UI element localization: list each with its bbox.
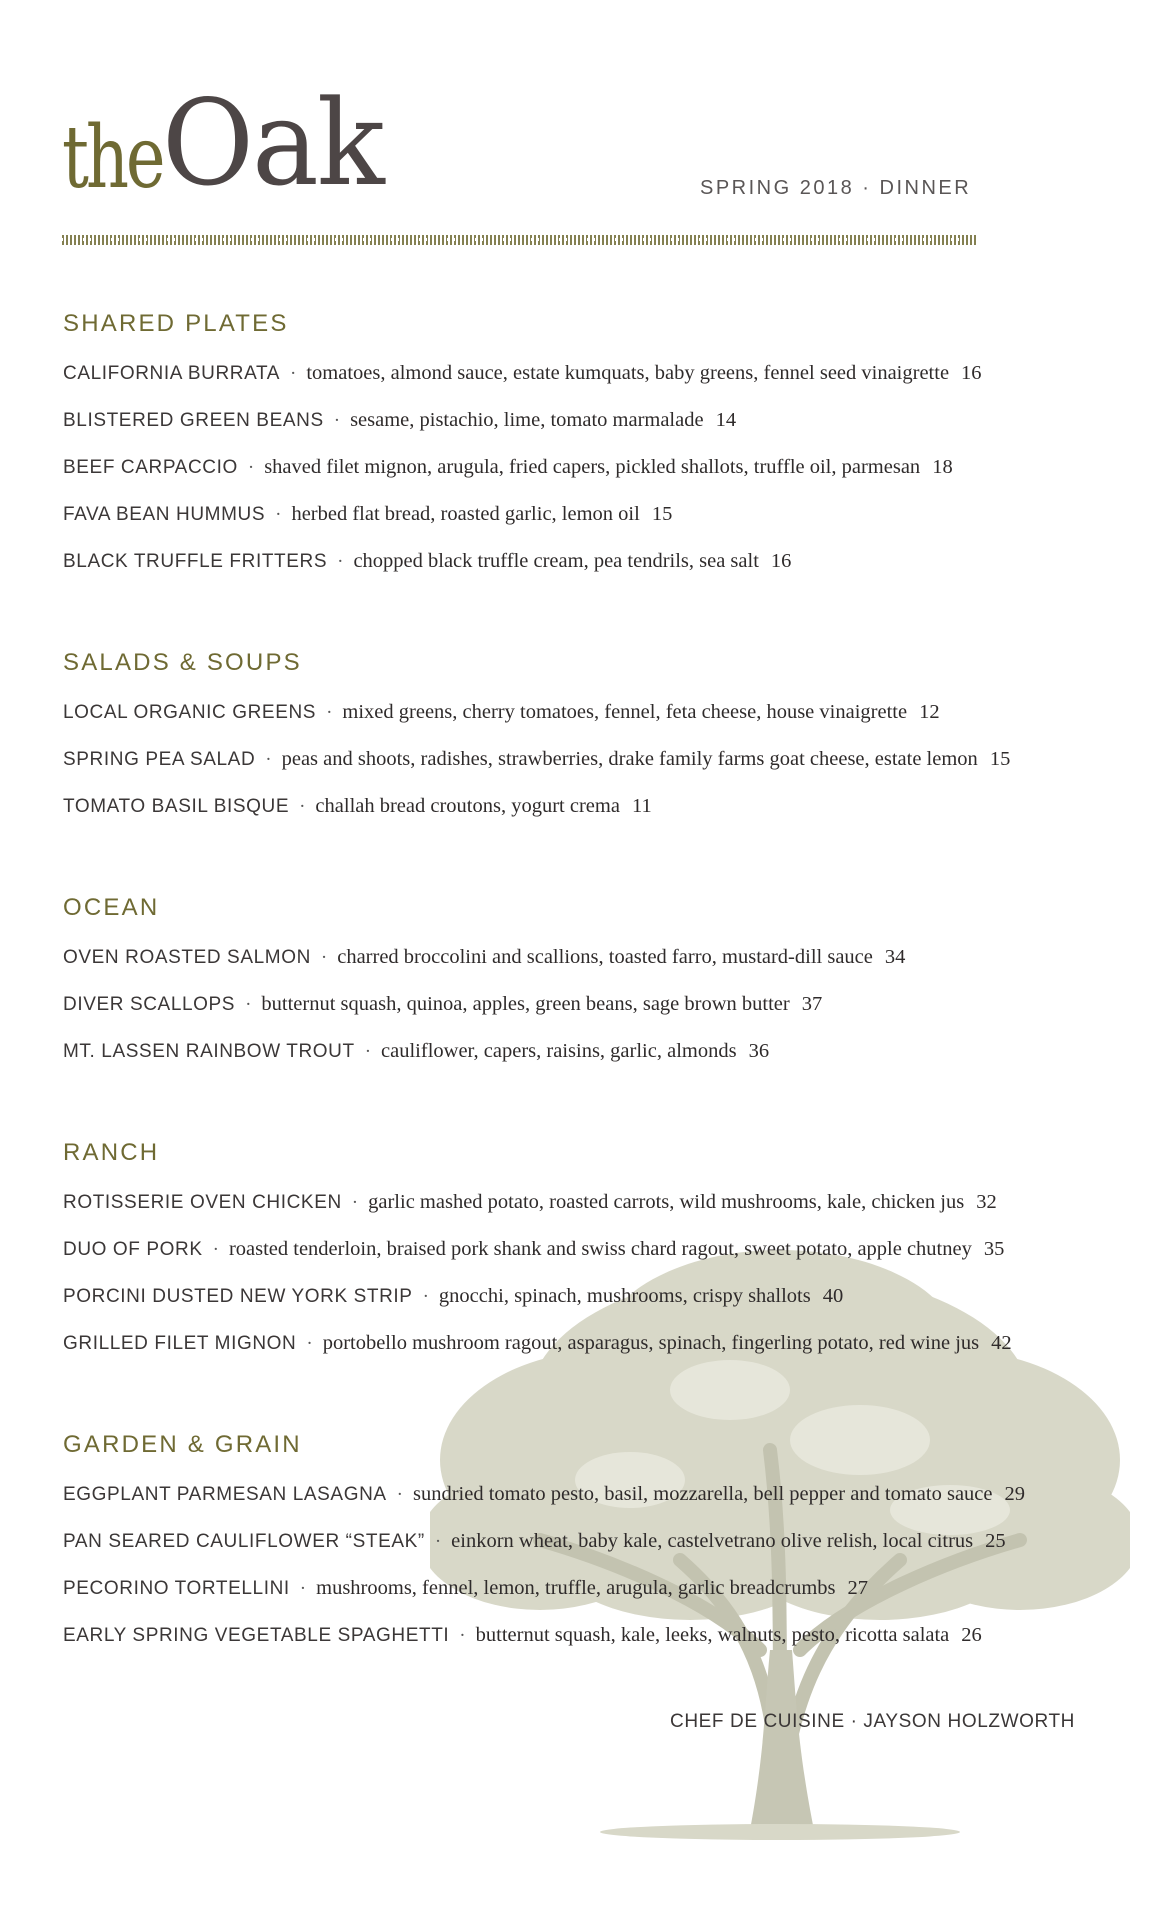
- item-description: butternut squash, kale, leeks, walnuts, pesto, ricotta salata: [475, 1624, 950, 1646]
- item-description: challah bread croutons, yogurt crema: [315, 795, 620, 817]
- section-title: OCEAN: [63, 894, 160, 921]
- item-description: peas and shoots, radishes, strawberries, drake family farms goat cheese, estate lemon: [281, 748, 978, 770]
- item-description: butternut squash, quinoa, apples, green beans, sage brown butter: [261, 993, 790, 1015]
- item-description: cauliflower, capers, raisins, garlic, almonds: [381, 1040, 737, 1062]
- menu-item: [63, 744, 1123, 791]
- menu-season: SPRING 2018 · DINNER: [700, 177, 972, 199]
- item-description: charred broccolini and scallions, toasted farro, mustard-dill sauce: [337, 946, 873, 968]
- item-price: 15: [651, 503, 673, 525]
- separator-dot: ·: [265, 749, 272, 770]
- chef-credit: CHEF DE CUISINE · JAYSON HOLZWORTH: [670, 1711, 1076, 1732]
- item-name: MT. LASSEN RAINBOW TROUT: [63, 1041, 355, 1062]
- menu-item: [63, 1328, 1123, 1375]
- separator-dot: ·: [290, 363, 297, 384]
- section-title: RANCH: [63, 1139, 160, 1166]
- separator-dot: ·: [337, 551, 344, 572]
- separator-dot: ·: [434, 1531, 442, 1552]
- separator-dot: ·: [299, 1578, 307, 1599]
- menu-item: [63, 405, 1123, 452]
- item-name: TOMATO BASIL BISQUE: [63, 796, 290, 817]
- separator-dot: ·: [275, 504, 282, 525]
- menu-item: [63, 1526, 1123, 1573]
- separator-dot: ·: [396, 1484, 403, 1505]
- separator-dot: ·: [306, 1333, 313, 1354]
- item-name: LOCAL ORGANIC GREENS: [63, 702, 317, 723]
- header-divider: [62, 235, 978, 245]
- separator-dot: ·: [351, 1192, 359, 1213]
- menu-section: [63, 647, 1123, 838]
- menu-item: [63, 791, 1123, 838]
- menu-section: [63, 1137, 1123, 1375]
- menu-item: [63, 1187, 1123, 1234]
- item-price: 11: [631, 795, 652, 817]
- menu-item: [63, 1620, 1123, 1667]
- item-name: DUO OF PORK: [63, 1239, 203, 1260]
- item-name: BLISTERED GREEN BEANS: [63, 410, 324, 431]
- menu-item: [63, 1281, 1123, 1328]
- menu-item: [63, 1234, 1123, 1281]
- item-price: 29: [1004, 1483, 1026, 1505]
- logo-the: the: [62, 108, 163, 208]
- item-description: roasted tenderloin, braised pork shank and swiss chard ragout, sweet potato, apple chutney: [228, 1238, 972, 1260]
- item-price: 26: [961, 1624, 982, 1646]
- menu-item: [63, 697, 1123, 744]
- separator-dot: ·: [245, 994, 252, 1015]
- item-price: 32: [976, 1191, 997, 1213]
- item-description: sesame, pistachio, lime, tomato marmalade: [350, 409, 704, 431]
- item-price: 34: [884, 946, 906, 968]
- item-price: 16: [961, 362, 982, 384]
- item-description: einkorn wheat, baby kale, castelvetrano olive relish, local citrus: [451, 1530, 974, 1552]
- item-name: PAN SEARED CAULIFLOWER “STEAK”: [63, 1531, 425, 1552]
- menu-section: [63, 1429, 1123, 1667]
- separator-dot: ·: [247, 457, 255, 478]
- separator-dot: ·: [422, 1286, 429, 1307]
- separator-dot: ·: [326, 702, 333, 723]
- menu-item: [63, 1573, 1123, 1620]
- item-description: mixed greens, cherry tomatoes, fennel, feta cheese, house vinaigrette: [342, 701, 908, 723]
- item-description: shaved filet mignon, arugula, fried capers, pickled shallots, truffle oil, parmesan: [264, 456, 921, 478]
- menu-section: [63, 308, 1123, 593]
- item-price: 35: [983, 1238, 1005, 1260]
- item-description: mushrooms, fennel, lemon, truffle, arugula, garlic breadcrumbs: [316, 1577, 836, 1599]
- section-title: SALADS & SOUPS: [63, 649, 302, 676]
- item-name: PORCINI DUSTED NEW YORK STRIP: [63, 1286, 413, 1307]
- separator-dot: ·: [299, 796, 306, 817]
- item-price: 14: [715, 409, 737, 431]
- item-description: herbed flat bread, roasted garlic, lemon oil: [291, 503, 640, 525]
- menu-item: [63, 942, 1123, 989]
- menu-item: [63, 1036, 1123, 1083]
- separator-dot: ·: [459, 1625, 466, 1646]
- item-name: PECORINO TORTELLINI: [63, 1578, 290, 1599]
- item-price: 12: [919, 701, 940, 723]
- separator-dot: ·: [333, 410, 341, 431]
- menu-sections: [63, 308, 1123, 1721]
- item-name: BEEF CARPACCIO: [63, 457, 238, 478]
- logo-oak: Oak: [162, 74, 383, 212]
- separator-dot: ·: [212, 1239, 219, 1260]
- item-description: portobello mushroom ragout, asparagus, spinach, fingerling potato, red wine jus: [322, 1332, 980, 1354]
- item-description: garlic mashed potato, roasted carrots, wild mushrooms, kale, chicken jus: [368, 1191, 965, 1213]
- item-description: chopped black truffle cream, pea tendrils, sea salt: [353, 550, 759, 572]
- menu-item: [63, 358, 1123, 405]
- item-name: CALIFORNIA BURRATA: [63, 363, 281, 384]
- item-name: SPRING PEA SALAD: [63, 749, 256, 770]
- item-price: 25: [985, 1530, 1006, 1552]
- item-price: 15: [989, 748, 1011, 770]
- menu-item: [63, 1479, 1123, 1526]
- item-price: 42: [991, 1332, 1012, 1354]
- item-price: 36: [748, 1040, 770, 1062]
- item-name: GRILLED FILET MIGNON: [63, 1333, 297, 1354]
- section-title: GARDEN & GRAIN: [63, 1431, 302, 1458]
- section-title: SHARED PLATES: [63, 310, 289, 337]
- item-name: FAVA BEAN HUMMUS: [63, 504, 266, 525]
- menu-item: [63, 499, 1123, 546]
- item-name: OVEN ROASTED SALMON: [63, 947, 311, 968]
- menu-item: [63, 989, 1123, 1036]
- item-name: EARLY SPRING VEGETABLE SPAGHETTI: [63, 1625, 450, 1646]
- item-description: sundried tomato pesto, basil, mozzarella, bell pepper and tomato sauce: [413, 1483, 993, 1505]
- item-name: EGGPLANT PARMESAN LASAGNA: [63, 1484, 387, 1505]
- item-name: BLACK TRUFFLE FRITTERS: [63, 551, 328, 572]
- item-description: gnocchi, spinach, mushrooms, crispy shallots: [438, 1285, 811, 1307]
- menu-item: [63, 546, 1123, 593]
- item-price: 18: [932, 456, 953, 478]
- separator-dot: ·: [364, 1041, 372, 1062]
- item-price: 40: [822, 1285, 844, 1307]
- item-description: tomatoes, almond sauce, estate kumquats, baby greens, fennel seed vinaigrette: [306, 362, 950, 384]
- item-name: ROTISSERIE OVEN CHICKEN: [63, 1192, 342, 1213]
- item-price: 16: [770, 550, 792, 572]
- separator-dot: ·: [320, 947, 328, 968]
- item-name: DIVER SCALLOPS: [63, 994, 236, 1015]
- menu-item: [63, 452, 1123, 499]
- menu-section: [63, 892, 1123, 1083]
- item-price: 27: [847, 1577, 868, 1599]
- item-price: 37: [801, 993, 823, 1015]
